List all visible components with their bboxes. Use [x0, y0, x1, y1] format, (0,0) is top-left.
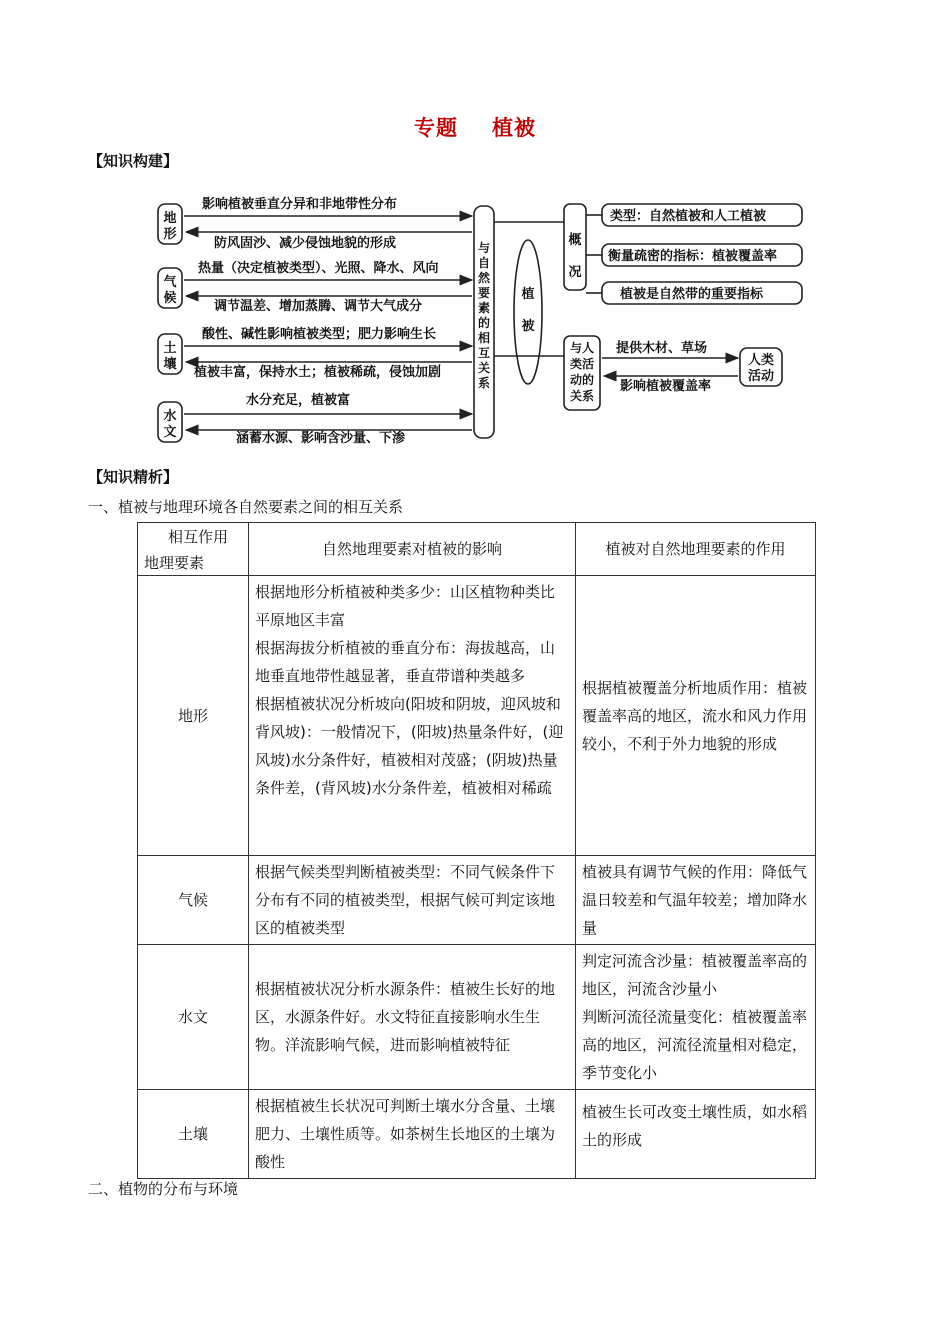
factor-cell: 水文 — [138, 945, 249, 1090]
svg-text:与: 与 — [477, 241, 491, 255]
label-terrain-2: 形 — [163, 227, 177, 242]
table-corner-cell — [138, 523, 249, 576]
svg-text:关: 关 — [477, 361, 491, 375]
knowledge-diagram — [150, 186, 810, 448]
overview-item-text-3: 植被是自然带的重要指标 — [620, 287, 764, 302]
ellipse-label-2: 被 — [521, 319, 535, 334]
table-row — [138, 856, 816, 945]
activity-label-2: 活动 — [747, 369, 775, 384]
section-knowledge-analysis: 【知识精析】 — [88, 468, 179, 486]
influence-cell — [249, 856, 576, 945]
influence-cell — [249, 1090, 576, 1179]
svg-text:与人: 与人 — [569, 341, 595, 355]
table-row — [138, 1090, 816, 1179]
title-part2: 植被 — [492, 116, 536, 140]
heading-relations: 一、植被与地理环境各自然要素之间的相互关系 — [88, 498, 404, 516]
table-header-row — [138, 523, 816, 576]
svg-text:互: 互 — [477, 346, 491, 360]
arrow-label-1: 影响植被垂直分异和非地带性分布 — [202, 197, 398, 212]
label-climate-2: 候 — [163, 291, 177, 306]
table-row — [138, 576, 816, 856]
corner-top: 相互作用 — [168, 528, 229, 546]
relations-table — [137, 522, 816, 1179]
effect-paragraph: 植被具有调节气候的作用：降低气温日较差和气温年较差；增加降水量 — [582, 863, 808, 937]
svg-text:相: 相 — [477, 331, 491, 345]
effect-cell — [576, 856, 816, 945]
activity-label-1: 人类 — [747, 353, 775, 368]
arrow-label-4: 调节温差、增加蒸腾、调节大气成分 — [214, 299, 423, 314]
svg-text:系: 系 — [477, 376, 491, 390]
svg-text:自: 自 — [477, 256, 491, 270]
heading-distribution: 二、植物的分布与环境 — [88, 1180, 239, 1198]
relations-label — [478, 240, 491, 390]
factor-cell: 气候 — [138, 856, 249, 945]
label-hydro-1: 水 — [163, 409, 177, 424]
svg-text:然: 然 — [477, 271, 491, 285]
effect-paragraph: 判断河流径流量变化：植被覆盖率高的地区，河流径流量相对稳定，季节变化小 — [582, 1008, 808, 1082]
arrow-label-8: 涵蓄水源、影响含沙量、下渗 — [236, 431, 406, 446]
arrow-label-6: 植被丰富，保持水土；植被稀疏，侵蚀加剧 — [194, 365, 442, 380]
overview-label-1: 概 — [568, 233, 582, 248]
label-soil-2: 壤 — [163, 357, 177, 372]
effect-cell — [576, 576, 816, 856]
factor-cell: 地形 — [138, 576, 249, 856]
arrow-label-3: 热量（决定植被类型）、光照、降水、风向 — [198, 261, 439, 276]
influence-cell — [249, 945, 576, 1090]
human-arrow-label-1: 提供木材、草场 — [616, 341, 708, 356]
corner-bottom: 地理要素 — [144, 554, 205, 572]
label-terrain-1: 地 — [163, 211, 177, 226]
title-part1: 专题 — [414, 116, 458, 140]
overview-item-text-2: 衡量疏密的指标：植被覆盖率 — [608, 249, 778, 264]
arrow-label-5: 酸性、碱性影响植被类型；肥力影响生长 — [202, 327, 437, 342]
effect-cell — [576, 945, 816, 1090]
ellipse-label-1: 植 — [521, 287, 535, 302]
page-title — [0, 112, 950, 142]
effect-paragraph: 根据植被覆盖分析地质作用：植被覆盖率高的地区，流水和风力作用较小，不利于外力地貌的形成 — [582, 678, 808, 753]
arrow-label-2: 防风固沙、减少侵蚀地貌的形成 — [214, 236, 397, 251]
effect-paragraph: 判定河流含沙量：植被覆盖率高的地区，河流含沙量小 — [582, 952, 808, 998]
svg-text:要: 要 — [477, 286, 491, 300]
overview-item-text-1: 类型：自然植被和人工植被 — [610, 209, 767, 224]
svg-text:素: 素 — [477, 301, 491, 315]
effect-cell — [576, 1090, 816, 1179]
ellipse-vegetation — [514, 240, 542, 384]
influence-paragraph: 根据海拔分析植被的垂直分布：海拔越高，山地垂直地带性越显著，垂直带谱种类越多 — [255, 639, 556, 685]
influence-cell — [249, 576, 576, 856]
factor-cell: 土壤 — [138, 1090, 249, 1179]
label-climate-1: 气 — [163, 275, 177, 290]
label-hydro-2: 文 — [163, 425, 177, 440]
influence-paragraph: 根据地形分析植被种类多少：山区植物种类比平原地区丰富 — [255, 583, 556, 629]
arrow-label-7: 水分充足，植被富 — [246, 393, 351, 408]
label-soil-1: 土 — [163, 341, 177, 356]
influence-paragraph: 根据气候类型判断植被类型：不同气候条件下分布有不同的植被类型，根据气候可判定该地区的植被类型 — [255, 863, 556, 937]
influence-paragraph: 根据植被生长状况可判断土壤水分含量、土壤肥力、土壤性质等。如茶树生长地区的土壤为酸性 — [255, 1097, 556, 1171]
influence-paragraph: 根据植被状况分析水源条件：植被生长好的地区，水源条件好。水文特征直接影响水生生物。洋流影响气候，进而影响植被特征 — [255, 980, 556, 1054]
table-row — [138, 945, 816, 1090]
overview-label-2: 况 — [568, 265, 582, 280]
column-header-influence: 自然地理要素对植被的影响 — [249, 523, 576, 576]
svg-text:类活: 类活 — [569, 357, 595, 371]
svg-text:动的: 动的 — [569, 373, 595, 387]
influence-paragraph: 根据植被状况分析坡向(阳坡和阴坡，迎风坡和背风坡)：一般情况下，(阳坡)热量条件好，(迎风坡)水分条件好，植被相对茂盛；(阴坡)热量条件差，(背风坡)水分条件差，植被相对稀疏 — [255, 695, 564, 797]
section-knowledge-construct: 【知识构建】 — [88, 152, 179, 170]
svg-text:的: 的 — [477, 316, 491, 330]
column-header-effect: 植被对自然地理要素的作用 — [576, 523, 816, 576]
effect-paragraph: 植被生长可改变土壤性质，如水稻土的形成 — [582, 1103, 808, 1149]
human-arrow-label-2: 影响植被覆盖率 — [620, 379, 712, 394]
human-relation-label — [570, 340, 594, 403]
svg-text:关系: 关系 — [569, 389, 595, 403]
